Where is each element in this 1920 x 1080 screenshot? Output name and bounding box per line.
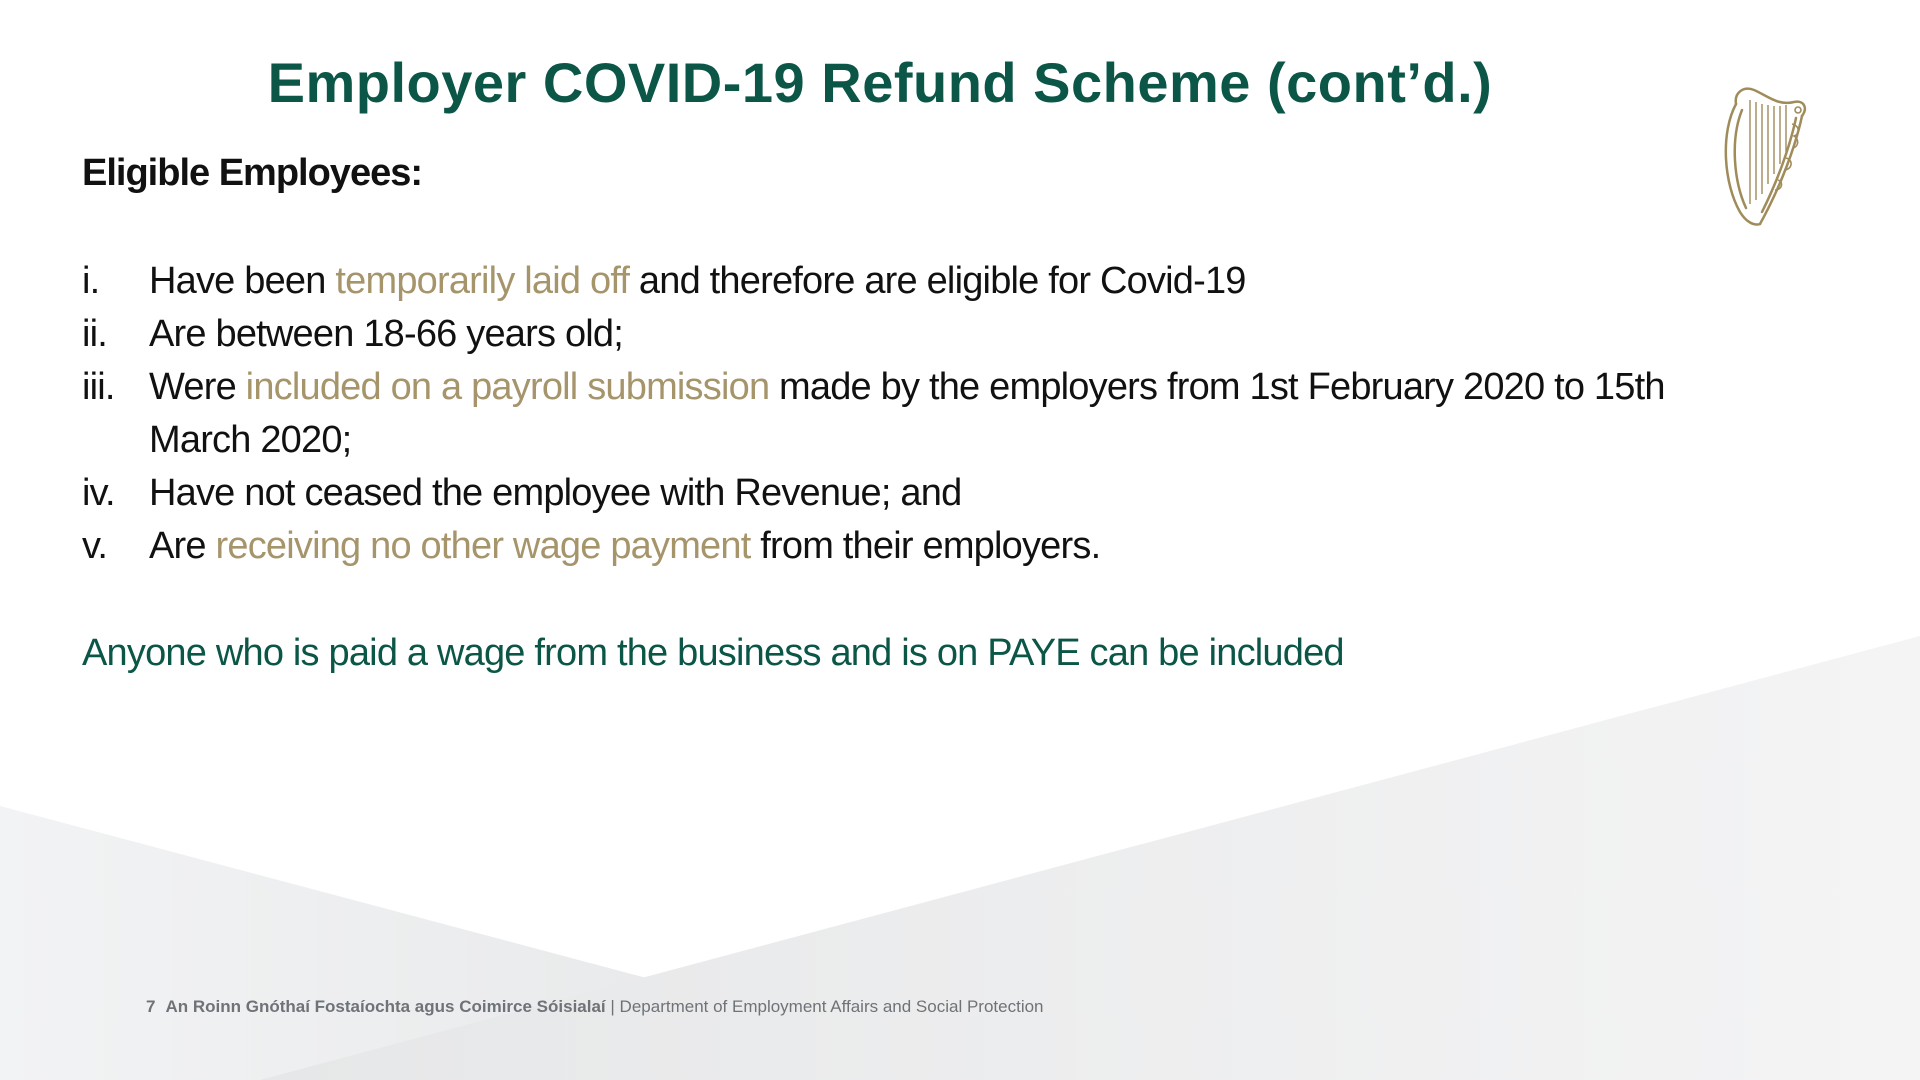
highlight-text: receiving no other wage payment xyxy=(215,525,751,567)
highlight-text: included on a payroll submission xyxy=(245,366,770,408)
list-item xyxy=(82,361,1742,467)
list-item-text: Were xyxy=(149,366,246,408)
list-item xyxy=(82,467,1742,520)
list-item-text: and therefore are eligible for Covid-19 xyxy=(629,260,1246,302)
list-item-text: Are xyxy=(149,525,216,567)
harp-crest-icon xyxy=(1716,84,1816,230)
list-item xyxy=(82,255,1742,308)
list-item-text: Have been xyxy=(149,260,336,302)
paye-note: Anyone who is paid a wage from the business and is on PAYE can be included xyxy=(82,632,1344,674)
footer xyxy=(146,997,1044,1017)
eligibility-list xyxy=(82,255,1742,573)
subheading: Eligible Employees: xyxy=(82,152,422,194)
department-name-irish: An Roinn Gnóthaí Fostaíochta agus Coimirce Sóisialaí xyxy=(165,997,606,1016)
list-item-text: Are between 18-66 years old; xyxy=(149,313,624,355)
list-item-text: made by the employers from 1st February 2020 to 15th March 2020; xyxy=(149,366,1665,461)
list-item-number: v. xyxy=(82,525,108,567)
list-item xyxy=(82,308,1742,361)
list-item-number: iv. xyxy=(82,472,115,514)
slide-title: Employer COVID-19 Refund Scheme (cont’d.) xyxy=(267,51,1493,114)
list-item-text: from their employers. xyxy=(750,525,1101,567)
list-item-text: Have not ceased the employee with Revenue; and xyxy=(149,472,962,514)
page-number: 7 xyxy=(146,997,156,1016)
list-item-number: iii. xyxy=(82,366,115,408)
list-item-number: i. xyxy=(82,260,100,302)
list-item-number: ii. xyxy=(82,313,108,355)
footer-separator: | xyxy=(610,997,615,1016)
list-item xyxy=(82,520,1742,573)
department-name-english: Department of Employment Affairs and Social Protection xyxy=(619,997,1044,1016)
highlight-text: temporarily laid off xyxy=(335,260,630,302)
